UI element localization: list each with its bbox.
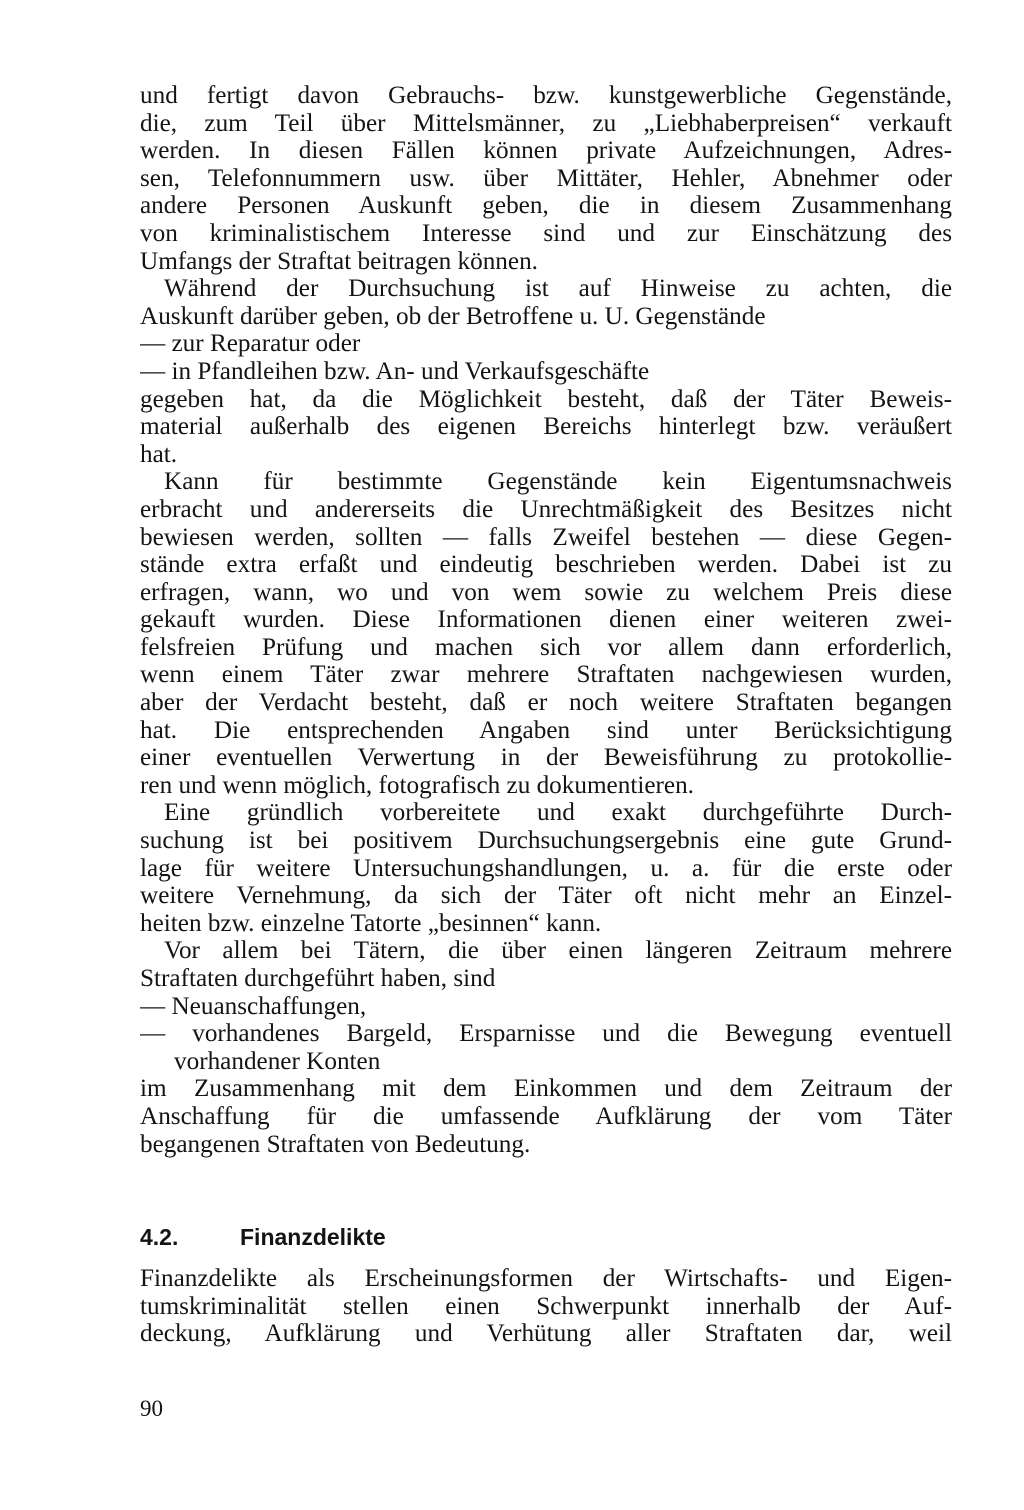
text-line: tumskriminalität stellen einen Schwerpunkt innerhalb der Auf-	[140, 1292, 952, 1320]
text-line: material außerhalb des eigenen Bereichs hinterlegt bzw. veräußert	[140, 413, 952, 441]
section-title: Finanzdelikte	[240, 1224, 386, 1250]
text-line: stände extra erfaßt und eindeutig beschrieben werden. Dabei ist zu	[140, 551, 952, 579]
text-line: gegeben hat, da die Möglichkeit besteht, daß der Täter Beweis-	[140, 385, 952, 413]
text-line: felsfreien Prüfung und machen sich vor allem dann erforderlich,	[140, 633, 952, 661]
text-line: Kann für bestimmte Gegenstände kein Eigentumsnachweis	[164, 468, 952, 496]
text-line: begangenen Straftaten von Bedeutung.	[140, 1130, 531, 1158]
text-line: Anschaffung für die umfassende Aufklärung der vom Täter	[140, 1102, 952, 1130]
text-line: lage für weitere Untersuchungshandlungen, u. a. für die erste oder	[140, 854, 952, 882]
text-line: einer eventuellen Verwertung in der Beweisführung zu protokollie-	[140, 744, 952, 772]
text-line: weitere Vernehmung, da sich der Täter oft nicht mehr an Einzel-	[140, 882, 952, 910]
text-line: andere Personen Auskunft geben, die in diesem Zusammenhang	[140, 192, 952, 220]
text-line: Auskunft darüber geben, ob der Betroffene u. U. Gegenstände	[140, 302, 766, 330]
text-line: ren und wenn möglich, fotografisch zu dokumentieren.	[140, 771, 694, 799]
page-number: 90	[140, 1396, 163, 1421]
text-line: Straftaten durchgeführt haben, sind	[140, 965, 496, 992]
text-line: — in Pfandleihen bzw. An- und Verkaufsgeschäfte	[140, 357, 650, 385]
text-line: wenn einem Täter zwar mehrere Straftaten nachgewiesen wurden,	[140, 661, 952, 689]
section-heading	[140, 1222, 952, 1252]
text-line: deckung, Aufklärung und Verhütung aller Straftaten dar, weil	[140, 1320, 952, 1348]
text-line: hat. Die entsprechenden Angaben sind unter Berücksichtigung	[140, 716, 952, 744]
section-body-text	[140, 1265, 952, 1348]
text-line: vorhandener Konten	[174, 1047, 381, 1075]
text-line: Vor allem bei Tätern, die über einen längeren Zeitraum mehrere	[164, 937, 952, 965]
text-line: bewiesen werden, sollten — falls Zweifel bestehen — diese Gegen-	[140, 523, 952, 551]
text-line: erfragen, wann, wo und von wem sowie zu welchem Preis diese	[140, 578, 952, 606]
text-line: suchung ist bei positivem Durchsuchungsergebnis eine gute Grund-	[140, 827, 952, 855]
section-number: 4.2.	[140, 1224, 179, 1250]
text-line: — Neuanschaffungen,	[140, 992, 367, 1020]
text-line: Eine gründlich vorbereitete und exakt durchgeführte Durch-	[164, 799, 952, 827]
text-line: werden. In diesen Fällen können private Aufzeichnungen, Adres-	[140, 137, 952, 165]
text-line: im Zusammenhang mit dem Einkommen und dem Zeitraum der	[140, 1075, 952, 1103]
text-line: und fertigt davon Gebrauchs- bzw. kunstgewerbliche Gegenstände,	[140, 82, 952, 109]
text-line: erbracht und andererseits die Unrechtmäßigkeit des Besitzes nicht	[140, 495, 952, 523]
text-line: heiten bzw. einzelne Tatorte „besinnen“ kann.	[140, 909, 602, 937]
text-line: Umfangs der Straftat beitragen können.	[140, 247, 538, 275]
text-line: — vorhandenes Bargeld, Ersparnisse und die Bewegung eventuell	[140, 1020, 952, 1048]
text-line: sen, Telefonnummern usw. über Mittäter, Hehler, Abnehmer oder	[140, 164, 952, 192]
body-text	[140, 82, 952, 1158]
text-line: hat.	[140, 440, 178, 468]
text-line: gekauft wurden. Diese Informationen dienen einer weiteren zwei-	[140, 606, 952, 634]
text-line: von kriminalistischem Interesse sind und zur Einschätzung des	[140, 219, 952, 247]
text-line: — zur Reparatur oder	[140, 330, 361, 358]
text-line: die, zum Teil über Mittelsmänner, zu „Liebhaberpreisen“ verkauft	[140, 109, 952, 137]
text-line: aber der Verdacht besteht, daß er noch weitere Straftaten begangen	[140, 689, 952, 717]
text-line: Während der Durchsuchung ist auf Hinweise zu achten, die	[164, 275, 952, 303]
text-line: Finanzdelikte als Erscheinungsformen der Wirtschafts- und Eigen-	[140, 1265, 952, 1292]
